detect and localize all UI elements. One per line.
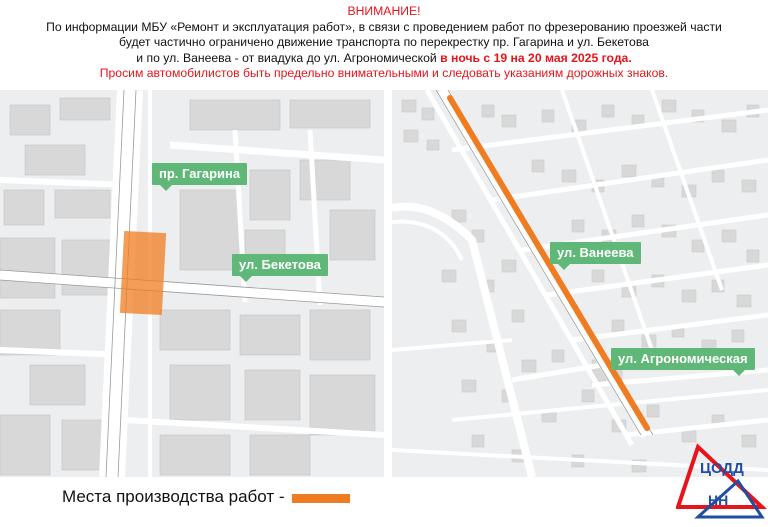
notice-line-3-start: и по ул. Ванеева - от виадука до ул. Агрономической <box>136 50 441 65</box>
label-agronomicheskaya: ул. Агрономическая <box>611 348 755 370</box>
notice-line-4: Просим автомобилистов быть предельно внимательными и следовать указаниям дорожных знаков. <box>99 66 669 81</box>
notice-date: в ночь с 19 на 20 мая 2025 года. <box>440 50 632 65</box>
notice-line-3 <box>0 51 768 67</box>
notice-heading: ВНИМАНИЕ! <box>347 4 421 18</box>
legend-work-swatch <box>292 494 350 503</box>
label-beketova: ул. Бекетова <box>232 254 328 276</box>
map-right-canvas <box>392 90 768 477</box>
legend-label: Места производства работ - <box>62 487 285 506</box>
notice <box>0 4 768 82</box>
codd-nn-logo <box>676 443 768 527</box>
logo-top-text: ЦОДД <box>700 460 744 477</box>
label-vaneeva: ул. Ванеева <box>550 242 641 264</box>
logo-bottom-text: НН <box>708 492 729 508</box>
notice-line-1: По информации МБУ «Ремонт и эксплуатация работ», в связи с проведением работ по фрезерованию проезжей части <box>46 19 722 34</box>
map-left[interactable] <box>0 90 384 477</box>
map-right[interactable] <box>392 90 768 477</box>
map-left-canvas <box>0 90 384 477</box>
notice-line-2: будет частично ограничено движение транспорта по перекрестку пр. Гагарина и ул. Бекетова <box>119 35 649 50</box>
label-gagarina: пр. Гагарина <box>152 163 247 185</box>
work-zone-gagarina-beketova <box>120 231 166 315</box>
